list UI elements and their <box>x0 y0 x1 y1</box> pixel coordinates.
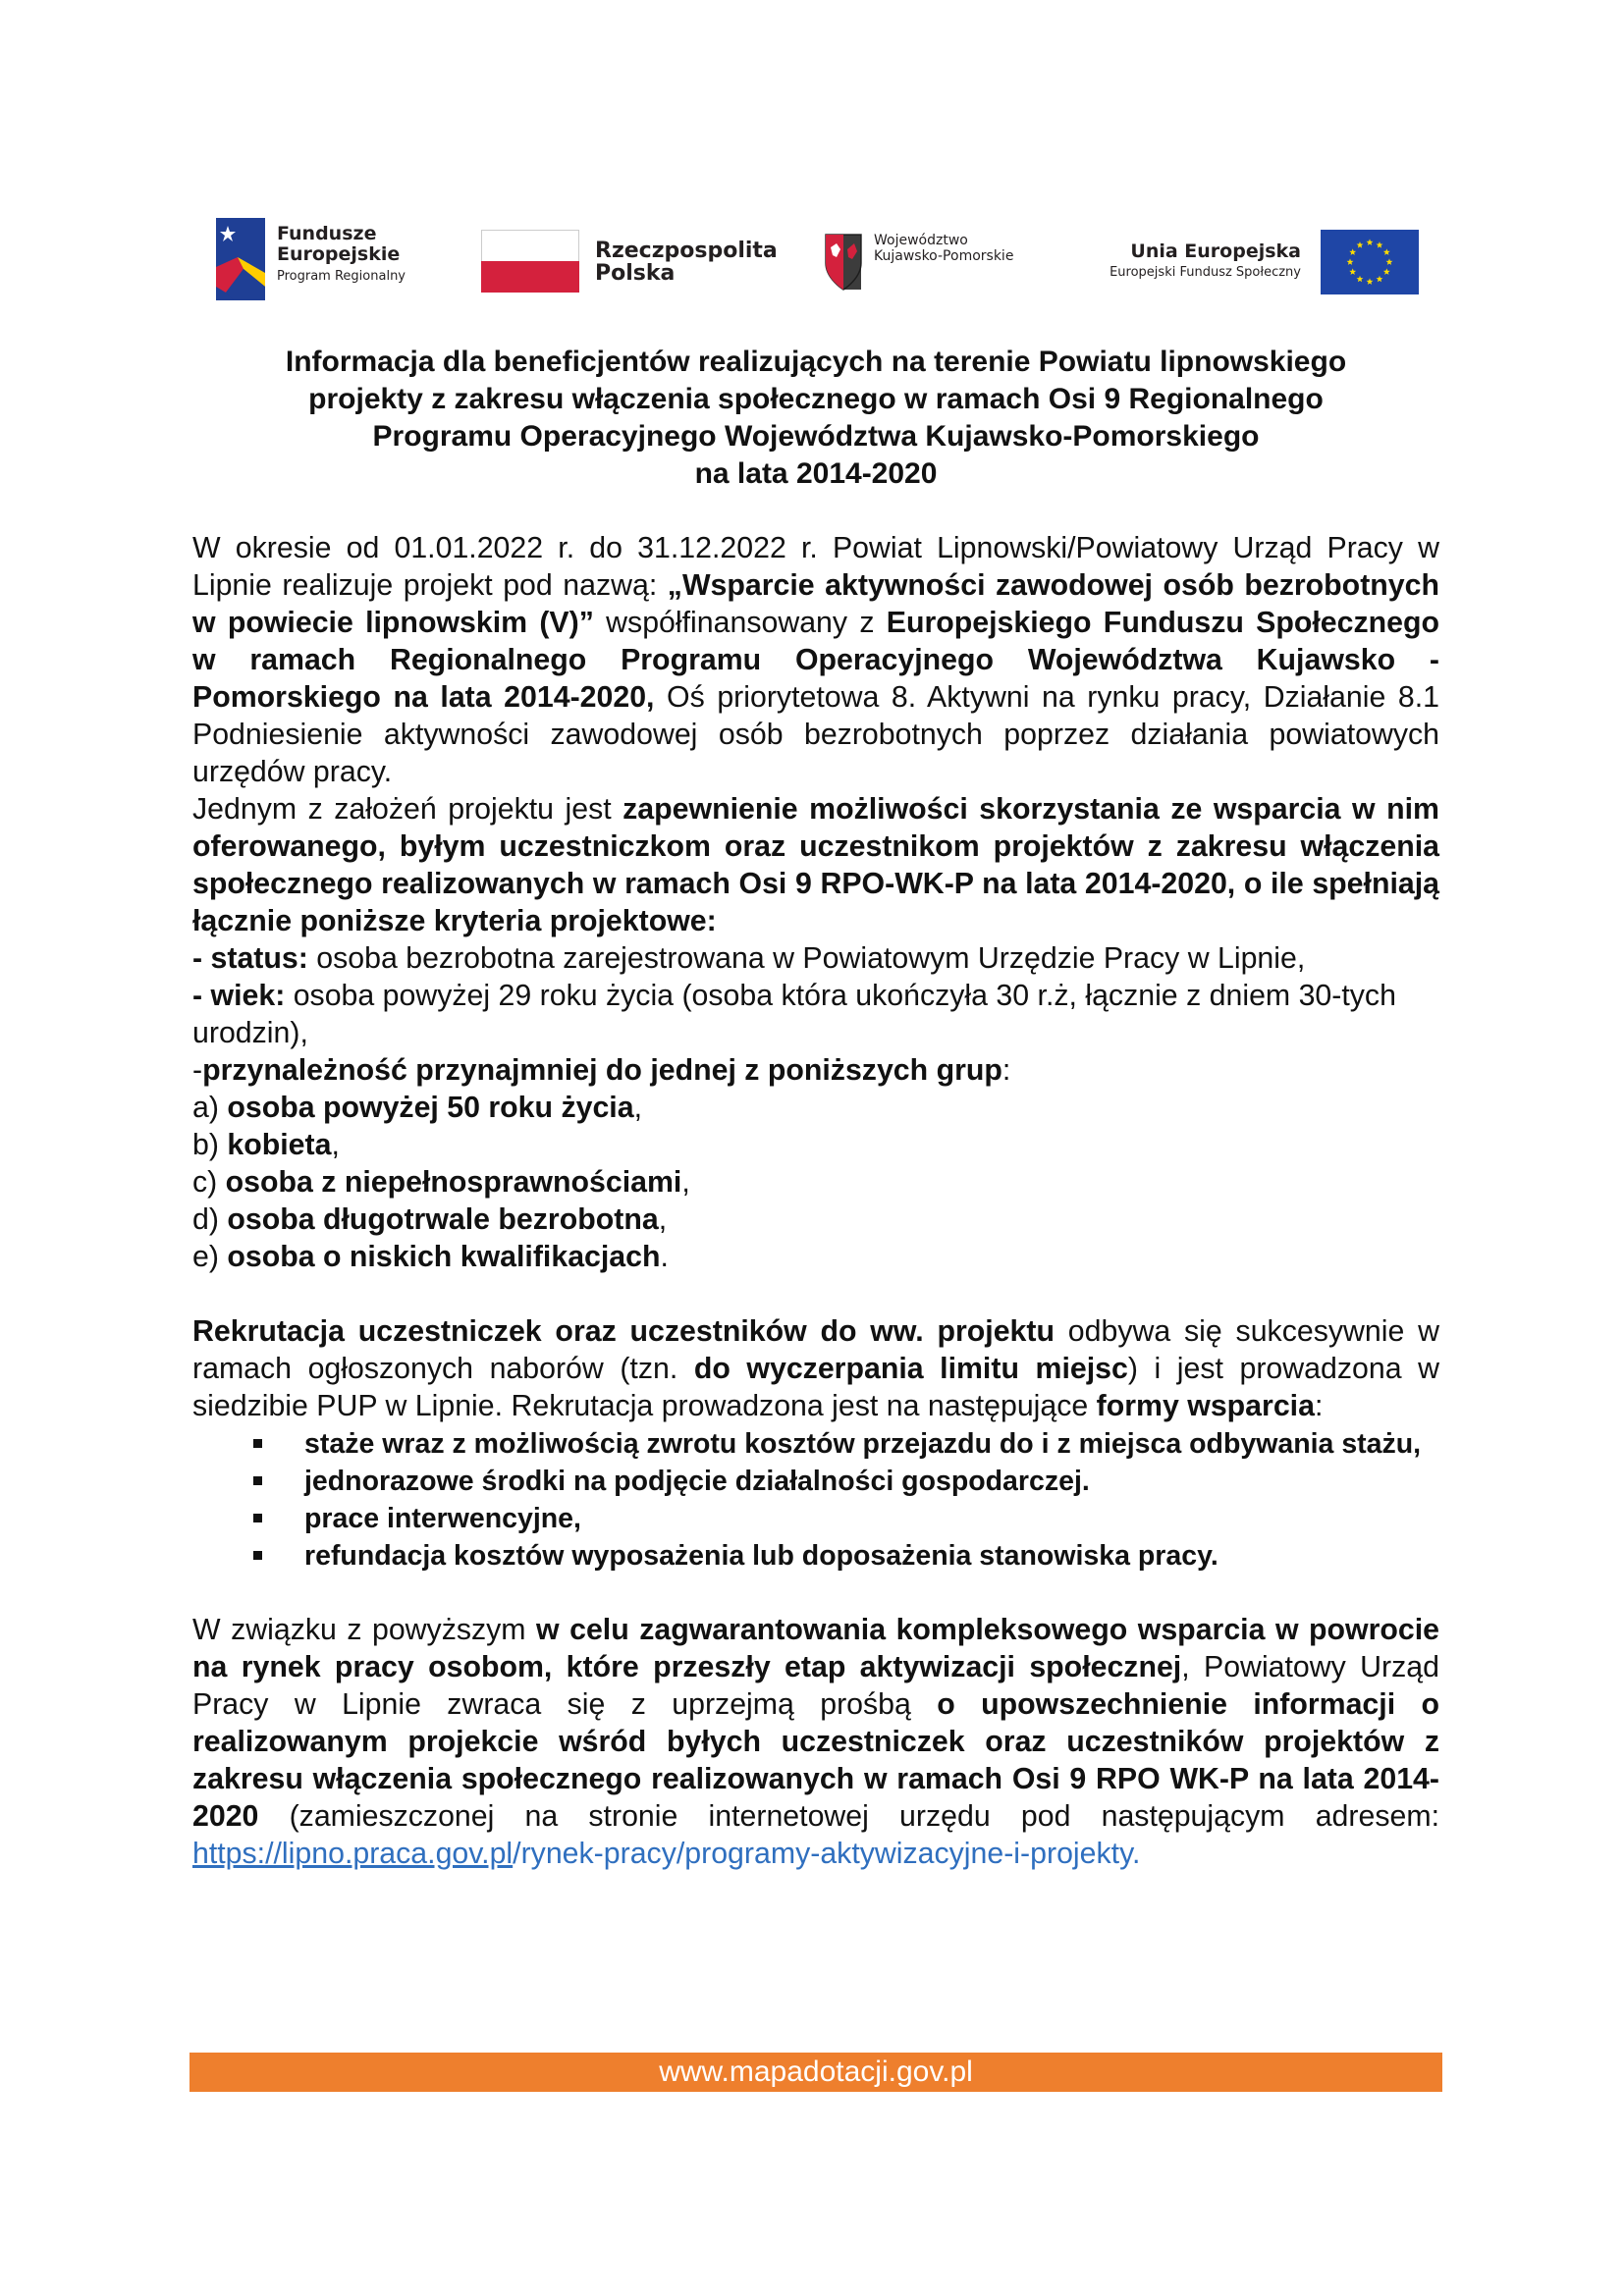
logo-unia-europejska <box>1095 228 1419 296</box>
group-prefix: a) <box>192 1092 228 1124</box>
funding-source: Europejskiego Funduszu Społecznego w ramach Regionalnego Programu Operacyjnego Województwa Kujawsko - Pomorskiego na lata 2014-2020, <box>192 607 1439 714</box>
spacer <box>192 1575 1439 1612</box>
list-item-text: jednorazowe środki na podjęcie działalności gospodarczej. <box>304 1466 1090 1497</box>
fundusze-sub: Program Regionalny <box>277 268 406 284</box>
text: , Powiatowy Urząd Pracy w Lipnie zwraca się z uprzejmą prośbą <box>192 1651 1439 1721</box>
list-item-text: refundacja kosztów wyposażenia lub doposażenia stanowiska pracy. <box>304 1540 1218 1572</box>
assumption-bold: zapewnienie możliwości skorzystania ze wsparcia w nim oferowanego, byłym uczestniczkom oraz uczestnikom projektów z zakresu włączenia społecznego realizowanych w ramach Osi 9 RPO-WK-P na lata 2014-2020, o ile spełniają łącznie poniższe kryteria projektowe: <box>192 793 1439 937</box>
criterion-label: przynależność przynajmniej do jednej z poniższych grup <box>202 1054 1002 1087</box>
list-item <box>192 1500 1439 1537</box>
fundusze-europejskie-flag-icon <box>216 218 265 300</box>
group-text: osoba o niskich kwalifikacjach <box>227 1241 661 1273</box>
title-line: Programu Operacyjnego Województwa Kujawsko-Pomorskiego <box>372 420 1260 453</box>
group-item <box>192 1164 1439 1201</box>
list-item <box>192 1425 1439 1463</box>
list-item-text: staże wraz z możliwością zwrotu kosztów przejazdu do i z miejsca odbywania stażu, <box>304 1428 1422 1460</box>
group-item <box>192 1239 1439 1276</box>
criterion-label: - status: <box>192 942 308 975</box>
criterion-groups <box>192 1052 1439 1090</box>
polish-flag-icon <box>481 230 579 293</box>
list-item <box>192 1463 1439 1500</box>
text: W okresie od 01.01.2022 r. do 31.12.2022 r. Powiat Lipnowski/Powiatowy Urząd Pracy w Lipnie realizuje projekt pod nazwą: <box>192 532 1439 602</box>
title-line: Informacja dla beneficjentów realizujących na terenie Powiatu lipnowskiego <box>285 346 1347 378</box>
text: Jednym z założeń projektu jest <box>192 793 623 826</box>
text: : <box>1314 1390 1324 1422</box>
ue-sub: Europejski Fundusz Społeczny <box>1110 265 1301 281</box>
rp-line2: Polska <box>595 261 676 287</box>
group-prefix: e) <box>192 1241 228 1273</box>
wk-line1: Województwo <box>874 233 968 248</box>
group-item <box>192 1127 1439 1164</box>
group-text: osoba długotrwale bezrobotna <box>227 1203 659 1236</box>
text: W związku z powyższym <box>192 1614 537 1646</box>
text: Oś priorytetowa 8. Aktywni na rynku pracy, Działanie 8.1 Podniesienie aktywności zawodowej osób bezrobotnych poprzez działania powiatowych urzędów pracy. <box>192 681 1439 788</box>
document-title <box>192 344 1439 493</box>
paragraph-request <box>192 1612 1439 1873</box>
group-item <box>192 1090 1439 1127</box>
footer-bar <box>189 2053 1442 2092</box>
bullet-square-icon <box>253 1514 262 1522</box>
title-line: projekty z zakresu włączenia społecznego w ramach Osi 9 Regionalnego <box>308 383 1324 415</box>
spacer <box>192 1276 1439 1313</box>
group-text: osoba z niepełnosprawnościami <box>225 1166 682 1199</box>
rp-line1: Rzeczpospolita <box>595 239 778 263</box>
logo-wojewodztwo-kujawsko-pomorskie <box>825 230 1051 294</box>
group-item <box>192 1201 1439 1239</box>
criterion-wiek <box>192 978 1439 1052</box>
group-prefix: b) <box>192 1129 228 1161</box>
paragraph-assumptions <box>192 791 1439 940</box>
coat-of-arms-icon <box>825 234 862 291</box>
criterion-prefix: - <box>192 1054 203 1087</box>
support-forms-list <box>192 1425 1439 1575</box>
criterion-text: osoba powyżej 29 roku życia (osoba która ukończyła 30 r.ż, łącznie z dniem 30-tych urodzin), <box>192 980 1396 1049</box>
group-suffix: . <box>660 1241 669 1273</box>
fundusze-line2: Europejskie <box>277 243 401 266</box>
ue-title: Unia Europejska <box>1130 240 1301 262</box>
list-item <box>192 1537 1439 1575</box>
link-path[interactable]: /rynek-pracy/programy-aktywizacyjne-i-projekty. <box>513 1838 1141 1870</box>
document-body <box>192 530 1439 1873</box>
project-name: „Wsparcie aktywności zawodowej osób bezrobotnych w powiecie lipnowskim (V)” <box>192 569 1439 639</box>
text: współfinansowany z <box>593 607 887 639</box>
bullet-square-icon <box>253 1476 262 1485</box>
group-prefix: c) <box>192 1166 226 1199</box>
limit-bold: do wyczerpania limitu miejsc <box>693 1353 1128 1385</box>
link-domain[interactable]: https://lipno.praca.gov.pl <box>192 1838 514 1870</box>
group-suffix: , <box>658 1203 668 1236</box>
request-bold: w celu zagwarantowania kompleksowego wsparcia w powrocie na rynek pracy osobom, które przeszły etap aktywizacji społecznej <box>192 1614 1439 1683</box>
criterion-text: osoba bezrobotna zarejestrowana w Powiatowym Urzędzie Pracy w Lipnie, <box>307 942 1306 975</box>
fundusze-line1: Fundusze <box>277 223 377 244</box>
bullet-square-icon <box>253 1439 262 1448</box>
forms-bold: formy wsparcia <box>1096 1390 1315 1422</box>
recruitment-bold: Rekrutacja uczestniczek oraz uczestników do ww. projektu <box>192 1315 1056 1348</box>
group-text: kobieta <box>227 1129 332 1161</box>
list-item-text: prace interwencyjne, <box>304 1503 581 1534</box>
text: odbywa się sukcesywnie w ramach ogłoszonych naborów (tzn. <box>192 1315 1439 1385</box>
paragraph-recruitment <box>192 1313 1439 1425</box>
criterion-suffix: : <box>1001 1054 1011 1087</box>
logo-fundusze-europejskie <box>216 218 422 300</box>
criterion-label: - wiek: <box>192 980 286 1012</box>
criterion-status <box>192 940 1439 978</box>
footer-url[interactable]: www.mapadotacji.gov.pl <box>659 2056 973 2088</box>
eu-flag-icon <box>1321 230 1419 294</box>
request-bold: o upowszechnienie informacji o realizowanym projekcie wśród byłych uczestniczek oraz uczestników projektów z zakresu włączenia społecznego realizowanych w ramach Osi 9 RPO WK-P na lata 2014-2020 <box>192 1688 1439 1833</box>
logo-rzeczpospolita-polska <box>481 230 776 293</box>
title-line: na lata 2014-2020 <box>694 457 938 490</box>
group-suffix: , <box>331 1129 340 1161</box>
wk-line2: Kujawsko-Pomorskie <box>874 247 1014 264</box>
group-suffix: , <box>681 1166 690 1199</box>
bullet-square-icon <box>253 1551 262 1560</box>
paragraph-project-info <box>192 530 1439 791</box>
text: (zamieszczonej na stronie internetowej urzędu pod następującym adresem: <box>258 1800 1439 1833</box>
group-prefix: d) <box>192 1203 228 1236</box>
group-suffix: , <box>633 1092 642 1124</box>
text: ) i jest prowadzona w siedzibie PUP w Lipnie. Rekrutacja prowadzona jest na następujące <box>192 1353 1439 1422</box>
project-page-link[interactable] <box>192 1838 1140 1870</box>
group-text: osoba powyżej 50 roku życia <box>227 1092 634 1124</box>
